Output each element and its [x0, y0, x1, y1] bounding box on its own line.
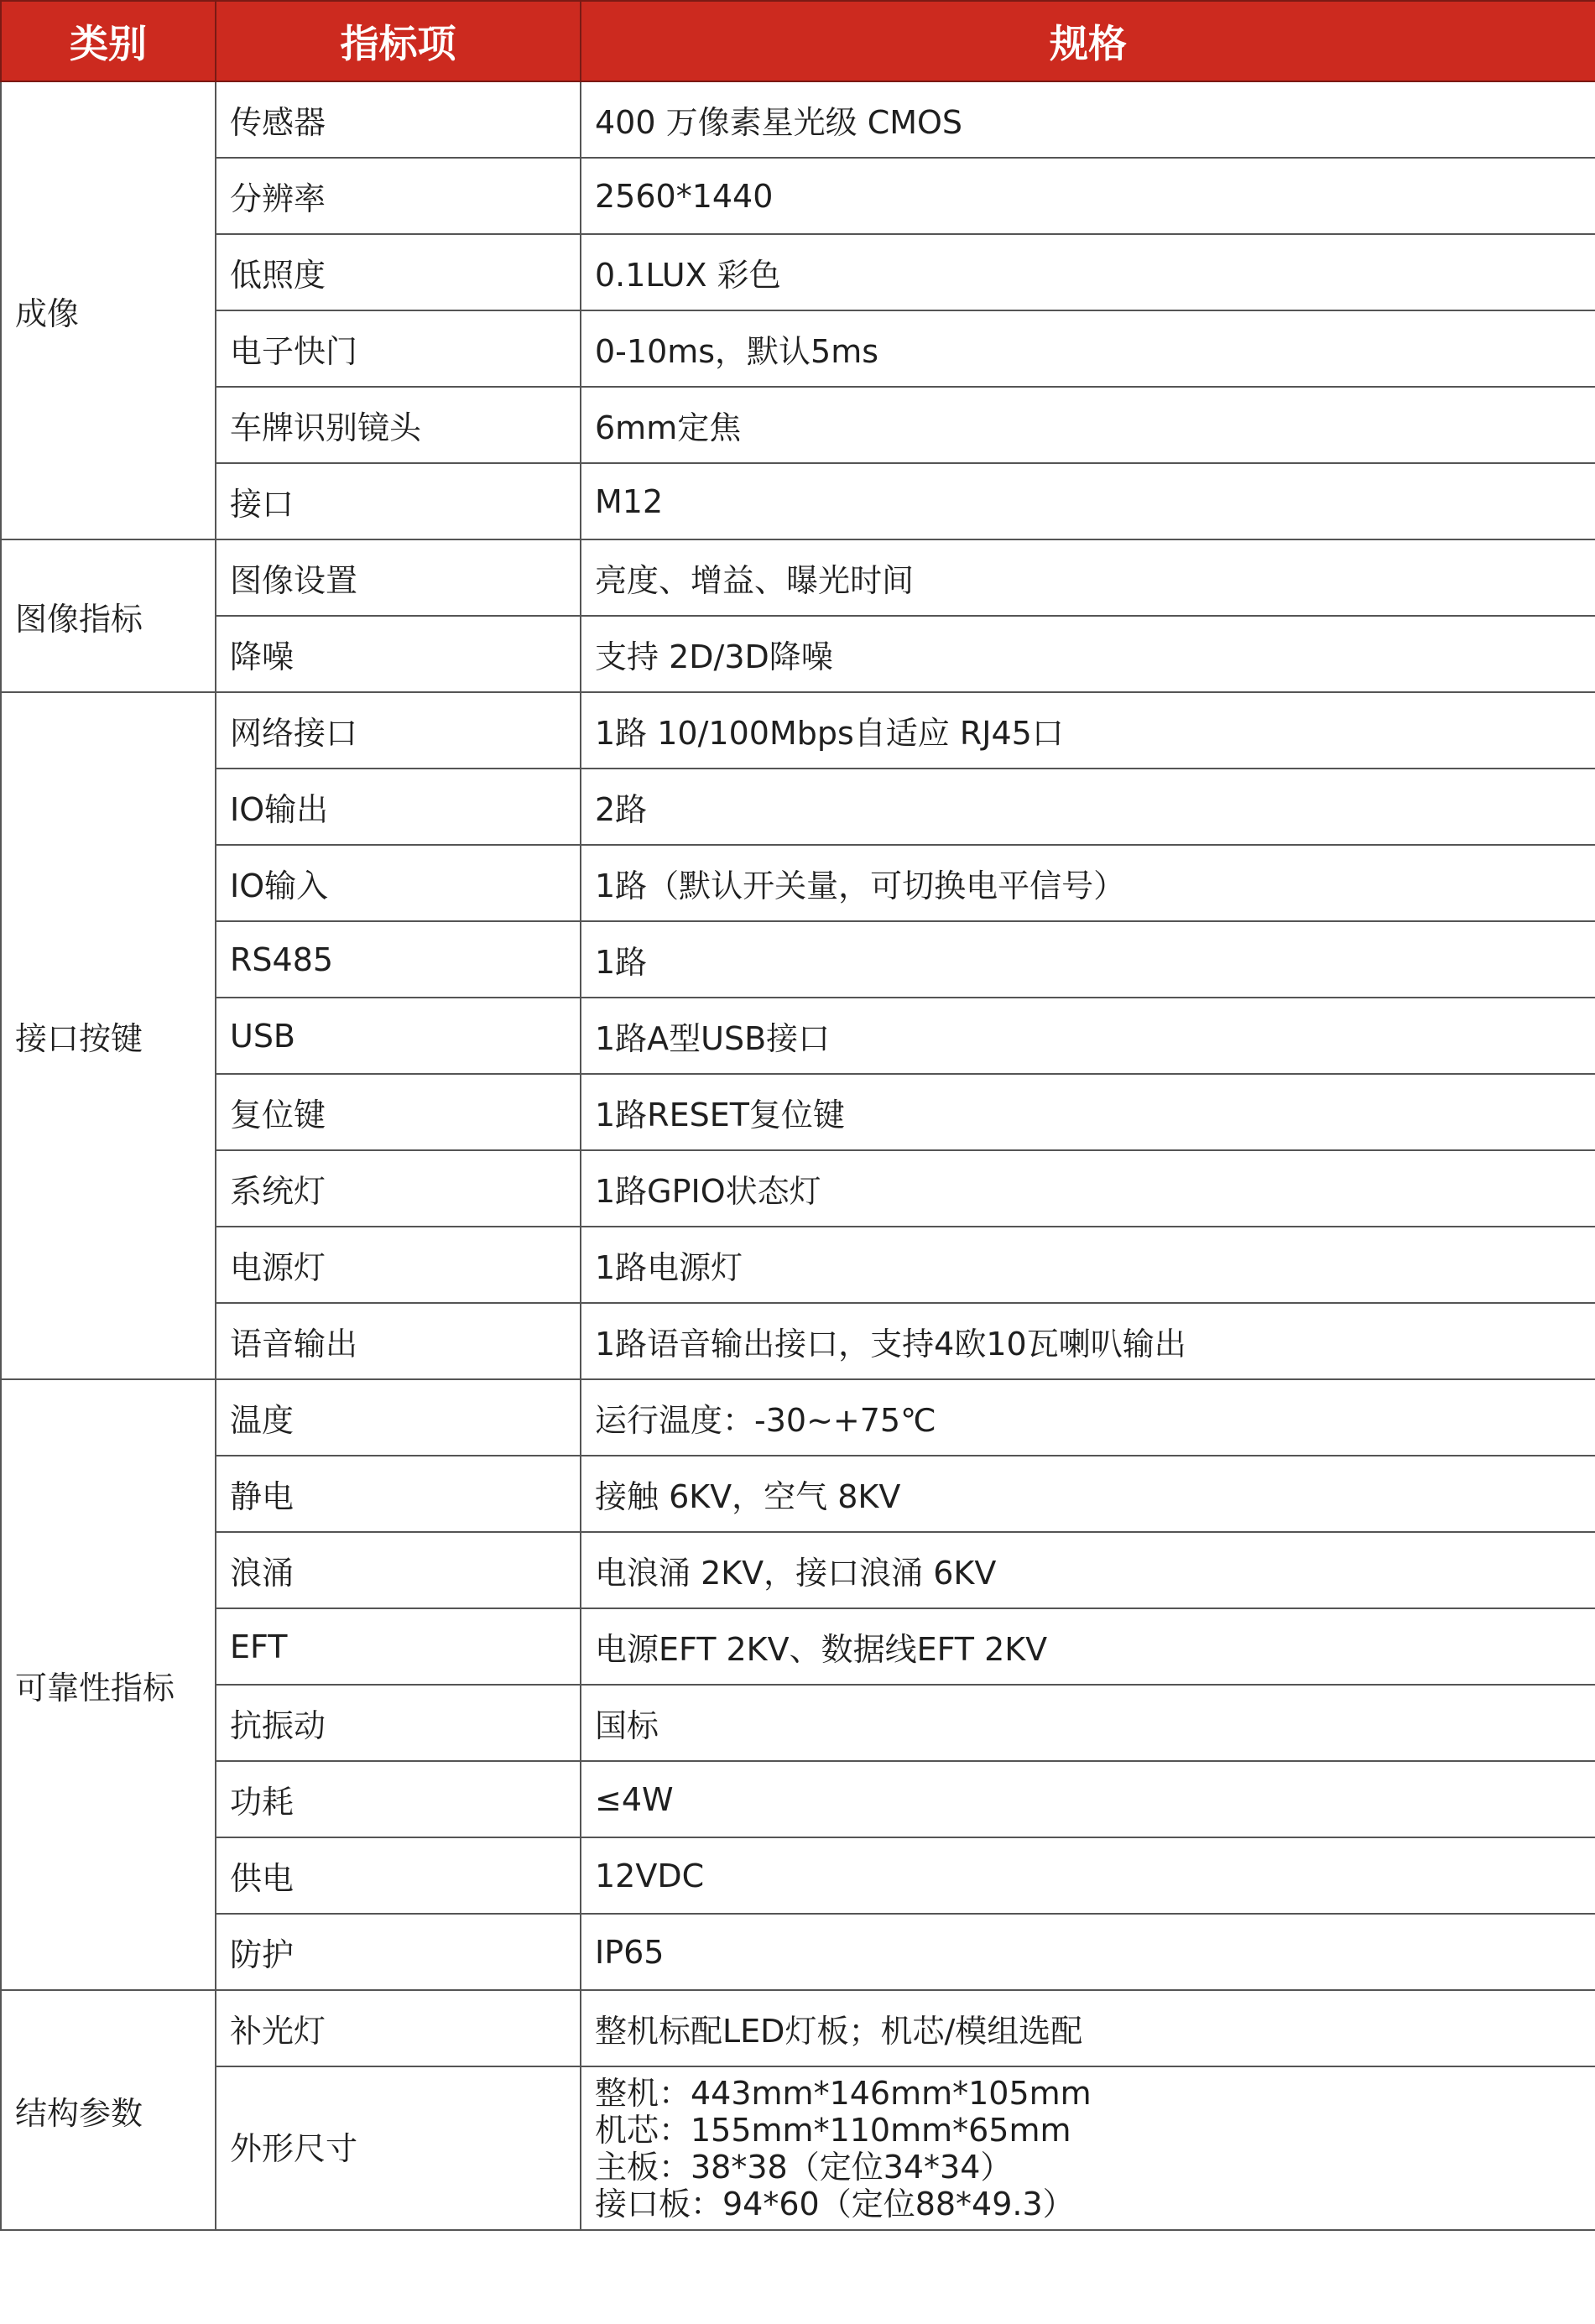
- spec-cell: 电浪涌 2KV，接口浪涌 6KV: [581, 1532, 1595, 1608]
- spec-line: 机芯：155mm*110mm*65mm: [595, 2111, 1071, 2149]
- item-cell: IO输入: [216, 845, 581, 921]
- spec-cell: 1路: [581, 921, 1595, 998]
- spec-line: 整机：443mm*146mm*105mm: [595, 2074, 1092, 2112]
- spec-cell: 1路 10/100Mbps自适应 RJ45口: [581, 692, 1595, 769]
- spec-cell: 1路电源灯: [581, 1227, 1595, 1303]
- spec-line: 主板：38*38（定位34*34）: [595, 2148, 1013, 2186]
- spec-cell: ≤4W: [581, 1761, 1595, 1837]
- spec-cell: 2560*1440: [581, 158, 1595, 234]
- spec-cell: 1路（默认开关量，可切换电平信号）: [581, 845, 1595, 921]
- header-item: 指标项: [216, 1, 581, 81]
- table-row: [1, 921, 1595, 998]
- table-row: [1, 1761, 1595, 1837]
- item-cell: 电源灯: [216, 1227, 581, 1303]
- category-cell: 可靠性指标: [1, 1379, 216, 1990]
- table-row: [1, 1914, 1595, 1990]
- table-row: [1, 310, 1595, 387]
- item-cell: 静电: [216, 1456, 581, 1532]
- spec-cell: 0-10ms，默认5ms: [581, 310, 1595, 387]
- table-row: [1, 1379, 1595, 1456]
- item-cell: 系统灯: [216, 1150, 581, 1227]
- item-cell: 功耗: [216, 1761, 581, 1837]
- item-cell: 温度: [216, 1379, 581, 1456]
- item-cell: EFT: [216, 1608, 581, 1685]
- item-cell: 供电: [216, 1837, 581, 1914]
- table-row: [1, 616, 1595, 692]
- spec-cell: 2路: [581, 769, 1595, 845]
- spec-cell: 接触 6KV，空气 8KV: [581, 1456, 1595, 1532]
- spec-cell: 6mm定焦: [581, 387, 1595, 463]
- table-row: [1, 692, 1595, 769]
- category-cell: 图像指标: [1, 539, 216, 692]
- spec-cell: 整机标配LED灯板；机芯/模组选配: [581, 1990, 1595, 2066]
- table-row: [1, 234, 1595, 310]
- category-cell: 结构参数: [1, 1990, 216, 2230]
- item-cell: 语音输出: [216, 1303, 581, 1379]
- header-category: 类别: [1, 1, 216, 81]
- spec-cell: 亮度、增益、曝光时间: [581, 539, 1595, 616]
- spec-cell: 运行温度：-30~+75℃: [581, 1379, 1595, 1456]
- item-cell: 防护: [216, 1914, 581, 1990]
- spec-cell: 1路GPIO状态灯: [581, 1150, 1595, 1227]
- table-row: [1, 998, 1595, 1074]
- spec-cell: 1路RESET复位键: [581, 1074, 1595, 1150]
- table-row: [1, 539, 1595, 616]
- spec-cell: 电源EFT 2KV、数据线EFT 2KV: [581, 1608, 1595, 1685]
- table-row: [1, 1227, 1595, 1303]
- item-cell: 抗振动: [216, 1685, 581, 1761]
- table-row: [1, 1685, 1595, 1761]
- table-row: [1, 1990, 1595, 2066]
- table-row: [1, 387, 1595, 463]
- item-cell: USB: [216, 998, 581, 1074]
- table-row: [1, 2066, 1595, 2230]
- item-cell: 补光灯: [216, 1990, 581, 2066]
- table-row: [1, 1303, 1595, 1379]
- table-row: [1, 845, 1595, 921]
- item-cell: 降噪: [216, 616, 581, 692]
- table-row: [1, 158, 1595, 234]
- spec-line: 接口板：94*60（定位88*49.3）: [595, 2185, 1075, 2222]
- spec-cell: M12: [581, 463, 1595, 539]
- item-cell: 分辨率: [216, 158, 581, 234]
- header-row: [1, 1, 1595, 81]
- item-cell: 低照度: [216, 234, 581, 310]
- table-row: [1, 769, 1595, 845]
- item-cell: 图像设置: [216, 539, 581, 616]
- item-cell: RS485: [216, 921, 581, 998]
- item-cell: 接口: [216, 463, 581, 539]
- table-row: [1, 1608, 1595, 1685]
- header-spec: 规格: [581, 1, 1595, 81]
- category-cell: 接口按键: [1, 692, 216, 1379]
- table-row: [1, 1456, 1595, 1532]
- item-cell: 电子快门: [216, 310, 581, 387]
- item-cell: 车牌识别镜头: [216, 387, 581, 463]
- spec-cell: 1路语音输出接口，支持4欧10瓦喇叭输出: [581, 1303, 1595, 1379]
- table-row: [1, 1074, 1595, 1150]
- item-cell: 复位键: [216, 1074, 581, 1150]
- spec-cell: 0.1LUX 彩色: [581, 234, 1595, 310]
- item-cell: 外形尺寸: [216, 2066, 581, 2230]
- spec-cell: 400 万像素星光级 CMOS: [581, 81, 1595, 158]
- table-row: [1, 1150, 1595, 1227]
- spec-cell: IP65: [581, 1914, 1595, 1990]
- item-cell: IO输出: [216, 769, 581, 845]
- spec-cell-multiline: [581, 2066, 1595, 2230]
- spec-cell: 支持 2D/3D降噪: [581, 616, 1595, 692]
- table-row: [1, 1837, 1595, 1914]
- table-row: [1, 1532, 1595, 1608]
- table-row: [1, 463, 1595, 539]
- spec-cell: 1路A型USB接口: [581, 998, 1595, 1074]
- item-cell: 网络接口: [216, 692, 581, 769]
- category-cell: 成像: [1, 81, 216, 539]
- item-cell: 浪涌: [216, 1532, 581, 1608]
- table-row: [1, 81, 1595, 158]
- spec-cell: 12VDC: [581, 1837, 1595, 1914]
- spec-cell: 国标: [581, 1685, 1595, 1761]
- item-cell: 传感器: [216, 81, 581, 158]
